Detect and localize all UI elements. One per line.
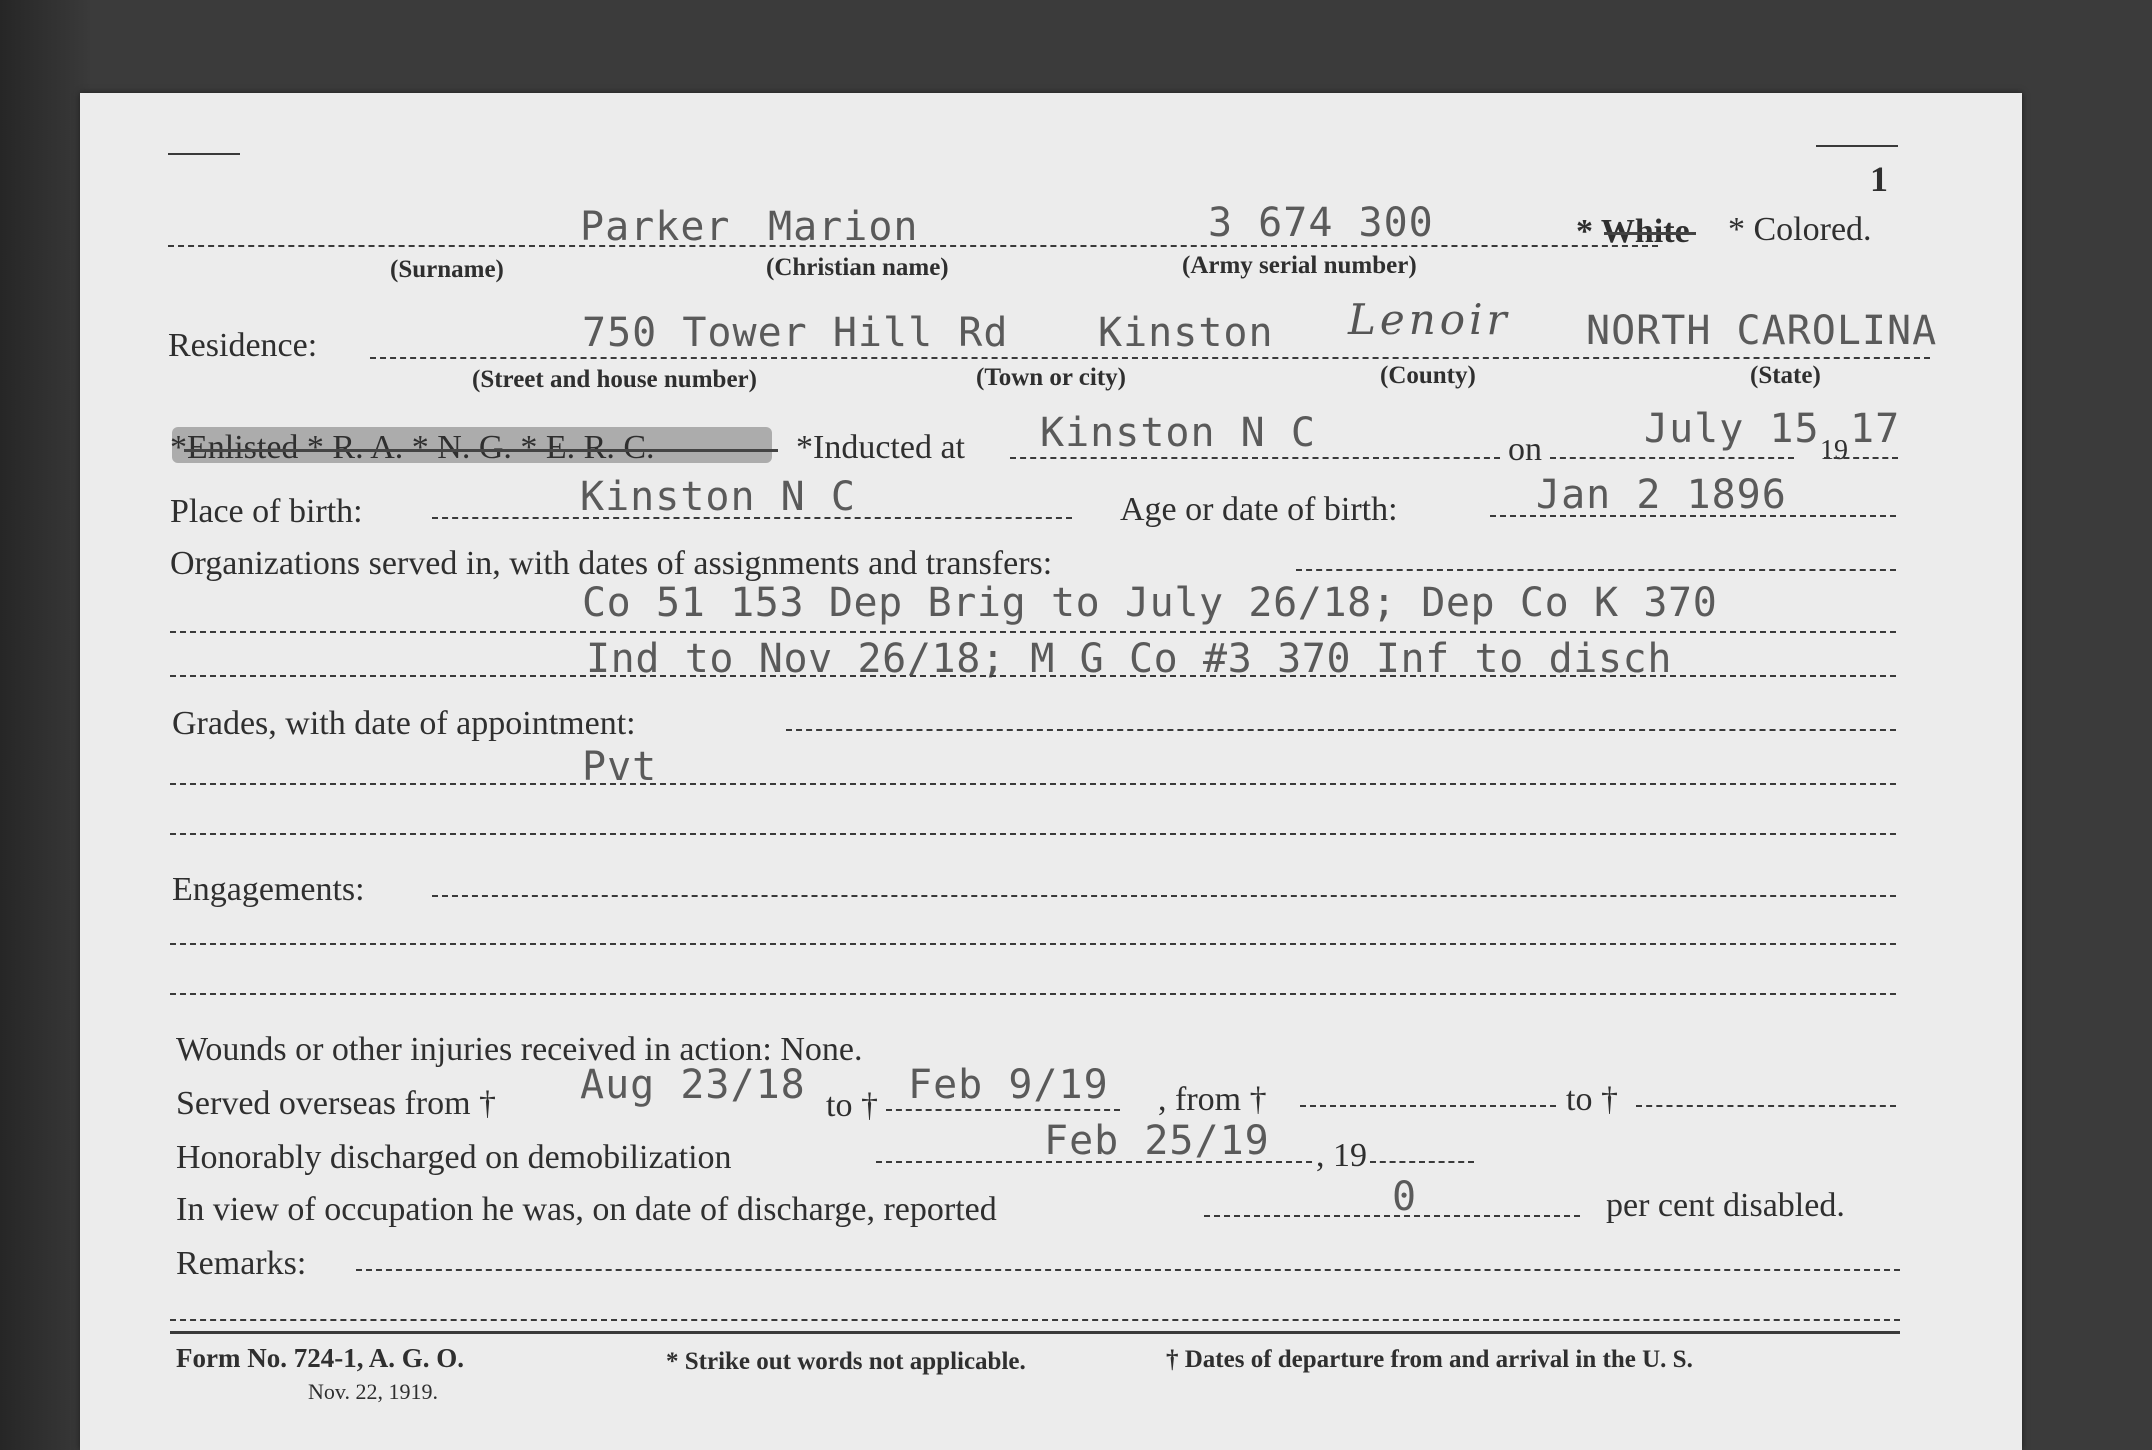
- engagements-line-3: [170, 993, 1896, 995]
- organizations-line-3: [170, 675, 1896, 677]
- engagements-label: Engagements:: [172, 871, 365, 908]
- overseas-from2-line: [1300, 1105, 1556, 1107]
- residence-line: [370, 357, 1930, 359]
- scanner-backdrop: [0, 0, 90, 1450]
- remarks-label: Remarks:: [176, 1245, 307, 1282]
- footnote-dates: † Dates of departure from and arrival in the U. S.: [1166, 1346, 1693, 1373]
- birth-date-value: Jan 2 1896: [1536, 472, 1787, 518]
- street-value: 750 Tower Hill Rd: [582, 310, 1009, 356]
- induction-year-prefix: 19: [1820, 435, 1848, 466]
- enlisted-options: *Enlisted * R. A. * N. G. * E. R. C.: [170, 429, 655, 466]
- disability-value: 0: [1392, 1174, 1418, 1220]
- grades-line-1: [786, 729, 1896, 731]
- enlisted-strike: [184, 449, 778, 452]
- corner-rule-left: [168, 153, 240, 155]
- grade-value: Pvt: [582, 744, 658, 790]
- card-number: 1: [1870, 159, 1888, 199]
- footer-rule: [170, 1331, 1900, 1334]
- state-value: NORTH CAROLINA: [1586, 308, 1938, 354]
- organizations-line-2: [170, 631, 1896, 633]
- overseas-to2-line: [1636, 1105, 1896, 1107]
- inducted-line: [1010, 457, 1500, 459]
- inducted-at-value: Kinston N C: [1040, 410, 1316, 456]
- wounds-text: Wounds or other injuries received in action: None.: [176, 1031, 863, 1068]
- organizations-label: Organizations served in, with dates of assignments and transfers:: [170, 545, 1053, 582]
- disability-label: In view of occupation he was, on date of discharge, reported: [176, 1191, 997, 1228]
- town-caption: (Town or city): [976, 364, 1126, 391]
- induction-date-value: July 15: [1644, 406, 1820, 452]
- christian-name-value: Marion: [768, 204, 919, 250]
- surname-value: Parker: [580, 204, 731, 250]
- organizations-entry-1: Co 51 153 Dep Brig to July 26/18; Dep Co K 370: [582, 580, 1718, 626]
- form-date: Nov. 22, 1919.: [308, 1379, 438, 1404]
- on-label: on: [1508, 431, 1542, 468]
- induction-year-line: [1824, 457, 1898, 459]
- grades-line-2: [170, 783, 1896, 785]
- corner-rule-right: [1816, 145, 1898, 147]
- christian-name-caption: (Christian name): [766, 254, 949, 281]
- disability-suffix: per cent disabled.: [1606, 1187, 1845, 1224]
- race-white-strike: [1604, 232, 1696, 235]
- footnote-strike: * Strike out words not applicable.: [666, 1348, 1026, 1375]
- overseas-to-label: to †: [826, 1087, 878, 1124]
- overseas-from2-label: , from †: [1158, 1081, 1267, 1118]
- state-caption: (State): [1750, 362, 1821, 389]
- birthplace-label: Place of birth:: [170, 493, 363, 530]
- engagements-line-1: [432, 895, 1896, 897]
- remarks-line-1: [356, 1269, 1900, 1271]
- age-label: Age or date of birth:: [1120, 491, 1398, 528]
- race-colored-label: * Colored.: [1728, 211, 1872, 248]
- overseas-to-line: [886, 1109, 1120, 1111]
- remarks-line-2: [170, 1319, 1900, 1321]
- race-white-label: * White: [1576, 213, 1690, 250]
- street-caption: (Street and house number): [472, 366, 757, 393]
- discharge-date-value: Feb 25/19: [1044, 1118, 1270, 1164]
- overseas-to2-label: to †: [1566, 1081, 1618, 1118]
- induction-date-line: [1550, 457, 1794, 459]
- engagements-line-2: [170, 943, 1896, 945]
- discharge-label: Honorably discharged on demobilization: [176, 1139, 732, 1176]
- discharge-year-line: [1370, 1161, 1474, 1163]
- service-record-card: [80, 93, 2022, 1450]
- residence-label: Residence:: [168, 327, 318, 364]
- overseas-from-value: Aug 23/18: [580, 1062, 806, 1108]
- town-value: Kinston: [1098, 310, 1274, 356]
- organizations-entry-2: Ind to Nov 26/18; M G Co #3 370 Inf to disch: [586, 636, 1673, 682]
- inducted-label: *Inducted at: [796, 429, 965, 466]
- form-number: Form No. 724-1, A. G. O.: [176, 1343, 464, 1373]
- county-value: Lenoir: [1348, 295, 1511, 344]
- organizations-line-1: [1296, 569, 1896, 571]
- surname-caption: (Surname): [390, 256, 504, 283]
- serial-number-value: 3 674 300: [1208, 200, 1434, 246]
- overseas-from-label: Served overseas from †: [176, 1085, 497, 1122]
- overseas-to-value: Feb 9/19: [908, 1062, 1109, 1108]
- county-caption: (County): [1380, 362, 1476, 389]
- grades-label: Grades, with date of appointment:: [172, 705, 636, 742]
- serial-caption: (Army serial number): [1182, 252, 1417, 279]
- induction-year-suffix: 17: [1850, 406, 1901, 452]
- grades-line-3: [170, 833, 1896, 835]
- discharge-year-label: , 19: [1316, 1137, 1367, 1174]
- birthplace-value: Kinston N C: [580, 474, 856, 520]
